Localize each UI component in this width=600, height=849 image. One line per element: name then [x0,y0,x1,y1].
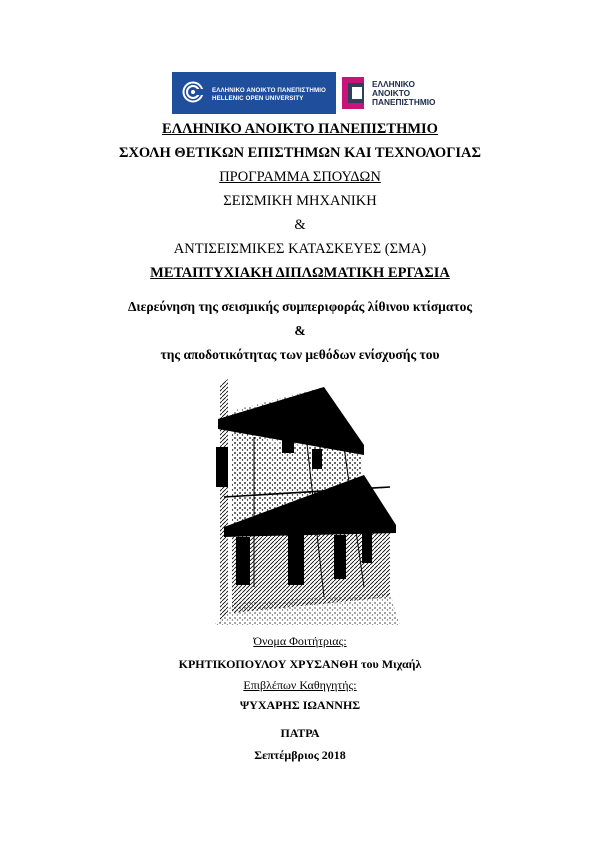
logo-text-greek: ΕΛΛΗΝΙΚΟ ΑΝΟΙΚΤΟ ΠΑΝΕΠΙΣΤΗΜΙΟ [212,87,326,94]
building-photo [214,377,400,625]
logo-word-2: ΑΝΟΙΚΤΟ [372,88,411,98]
logo-text-english: HELLENIC OPEN UNIVERSITY [212,95,304,102]
logo-word-3: ΠΑΝΕΠΙΣΤΗΜΙΟ [372,97,436,107]
program-name-line1: ΣΕΙΣΜΙΚΗ ΜΗΧΑΝΙΚΗ [223,193,377,209]
program-name-line2: ΑΝΤΙΣΕΙΣΜΙΚΕΣ ΚΑΤΑΣΚΕΥΕΣ (ΣΜΑ) [173,241,427,257]
hou-frame-icon [340,75,368,111]
university-name: ΕΛΛΗΝΙΚΟ ΑΝΟΙΚΤΟ ΠΑΝΕΠΙΣΤΗΜΙΟ [162,121,438,137]
thesis-title-ampersand: & [294,323,306,338]
thesis-type: ΜΕΤΑΠΤΥΧΙΑΚΗ ΔΙΠΛΩΜΑΤΙΚΗ ΕΡΓΑΣΙΑ [150,265,450,281]
supervisor-label: Επιβλέπων Καθηγητής: [243,678,357,692]
logo-word-1: ΕΛΛΗΝΙΚΟ [372,79,415,89]
program-ampersand: & [294,217,306,233]
hou-logo-white [336,72,444,114]
hou-emblem-icon [182,81,204,103]
date: Σεπτέμβριος 2018 [254,748,346,762]
student-label: Όνομα Φοιτήτριας: [253,634,347,648]
school-name: ΣΧΟΛΗ ΘΕΤΙΚΩΝ ΕΠΙΣΤΗΜΩΝ ΚΑΙ ΤΕΧΝΟΛΟΓΙΑΣ [118,145,482,161]
university-logos [172,72,444,114]
supervisor-name: ΨΥΧΑΡΗΣ ΙΩΑΝΝΗΣ [239,698,361,712]
student-name: ΚΡΗΤΙΚΟΠΟΥΛΟΥ ΧΡΥΣΑΝΘΗ του Μιχαήλ [178,657,422,671]
hou-logo-blue [172,72,336,114]
program-label: ΠΡΟΓΡΑΜΜΑ ΣΠΟΥΔΩΝ [219,169,381,185]
city: ΠΑΤΡΑ [280,726,320,740]
thesis-title-line1: Διερεύνηση της σεισμικής συμπεριφοράς λίθινου κτίσματος [127,299,473,314]
thesis-title-line2: της αποδοτικότητας των μεθόδων ενίσχυσής του [160,347,440,362]
